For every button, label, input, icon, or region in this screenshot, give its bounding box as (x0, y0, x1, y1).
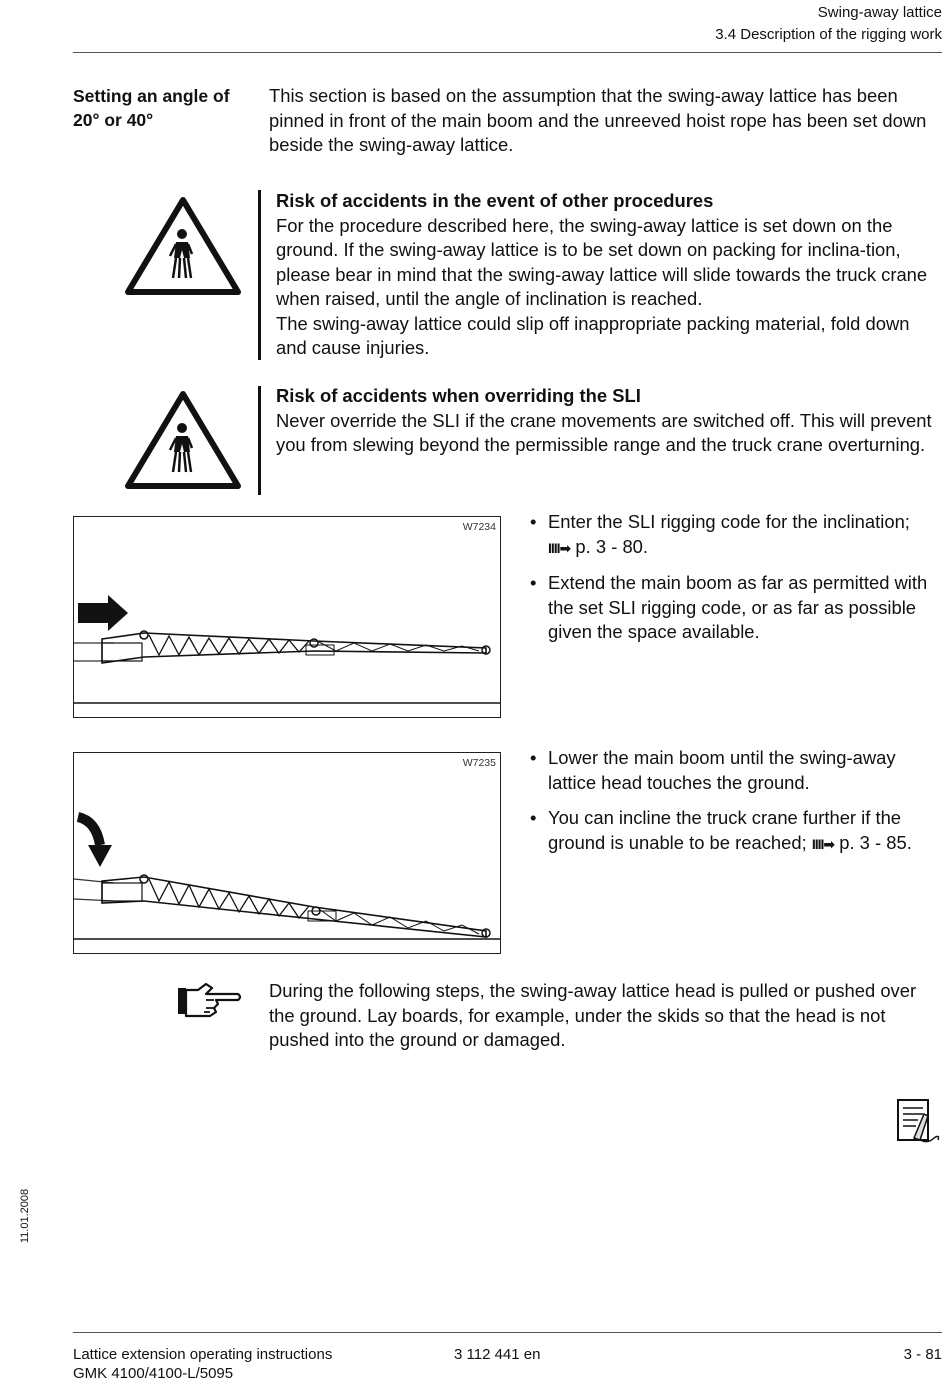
header-chapter: Swing-away lattice (817, 4, 942, 21)
warning-body: For the procedure described here, the swing-away lattice is set down on the ground. If the swing-away lattice is to be set down on packing for inclina-tion, please bear in mind that the swing-away lattice will slide towards the truck crane when raised, until the angle of inclination is reached. (276, 214, 928, 309)
running-header (715, 2, 942, 46)
page-ref-arrow-icon: IIII➡ (811, 835, 835, 852)
footer-title-line1: Lattice extension operating instructions (73, 1346, 333, 1363)
warning-body: Never override the SLI if the crane movements are switched off. This will prevent you from slewing beyond the permissible range and the truck crane overturning. (276, 409, 932, 455)
warning-body-2: The swing-away lattice could slip off inappropriate packing material, fold down and cause injuries. (276, 312, 910, 358)
boom-extend-illustration (74, 517, 500, 717)
note-paragraph: During the following steps, the swing-away lattice head is pulled or pushed over the ground. Lay boards, for example, under the skids so that the head is not pushed into the ground or damaged. (269, 980, 917, 1050)
page-ref-arrow-icon: IIII➡ (548, 539, 571, 556)
intro-paragraph: This section is based on the assumption that the swing-away lattice has been pinned in front of the main boom and the unreeved hoist rope has been set down beside the swing-away lattice. (269, 85, 927, 155)
list-item: • Extend the main boom as far as permitted with the set SLI rigging code, or as far as possible given the space available. (530, 572, 928, 642)
page-reference[interactable]: p. 3 - 85. (839, 831, 912, 853)
warning-box (276, 384, 944, 458)
revision-date: 11.01.2008 (19, 1188, 32, 1244)
footer-title-line2: GMK 4100/4100-L/5095 (73, 1365, 234, 1382)
figure-label: W7235 (462, 757, 496, 769)
list-item: • Lower the main boom until the swing-away lattice head touches the ground. (530, 747, 896, 793)
step-text: You can incline the truck crane further if the ground is unable to be reached; (548, 807, 902, 853)
arrow-right-icon (78, 595, 128, 631)
pointing-hand-icon (176, 982, 242, 1025)
figure-1-steps (528, 510, 944, 656)
boom-lower-illustration (74, 753, 500, 953)
manual-book-icon (894, 1096, 944, 1151)
page-number: 3 - 81 (903, 1346, 942, 1363)
footer-title (73, 1345, 332, 1383)
step-text: Lower the main boom until the swing-away lattice head touches the ground. (548, 747, 896, 793)
warning-triangle-icon (124, 390, 242, 495)
footer-rule (73, 1332, 942, 1333)
figure-label: W7234 (462, 521, 496, 533)
section-title: Setting an angle of 20° or 40° (73, 86, 230, 130)
warning-bar (258, 386, 261, 495)
figure-boom-extend (73, 516, 501, 718)
warning-title: Risk of accidents in the event of other procedures (276, 190, 714, 211)
page-reference[interactable]: p. 3 - 80. (575, 535, 649, 557)
document-number: 3 112 441 en (454, 1346, 541, 1363)
step-text: Enter the SLI rigging code for the inclination; (548, 511, 910, 532)
warning-title: Risk of accidents when overriding the SLI (276, 385, 641, 406)
warning-bar (258, 190, 261, 360)
list-item: • Enter the SLI rigging code for the inclination; IIII➡ p. 3 - 80. (528, 510, 944, 560)
arrow-down-icon (88, 845, 112, 867)
list-item: • You can incline the truck crane further if the ground is unable to be reached; IIII➡ p. 3 - 85. (528, 806, 944, 856)
warning-box (276, 189, 944, 361)
figure-2-steps (528, 746, 944, 867)
figure-boom-lower (73, 752, 501, 954)
header-section: 3.4 Description of the rigging work (715, 26, 942, 43)
header-rule (73, 52, 942, 53)
step-text: Extend the main boom as far as permitted with the set SLI rigging code, or as far as possible given the space available. (548, 572, 928, 642)
warning-triangle-icon (124, 196, 242, 301)
